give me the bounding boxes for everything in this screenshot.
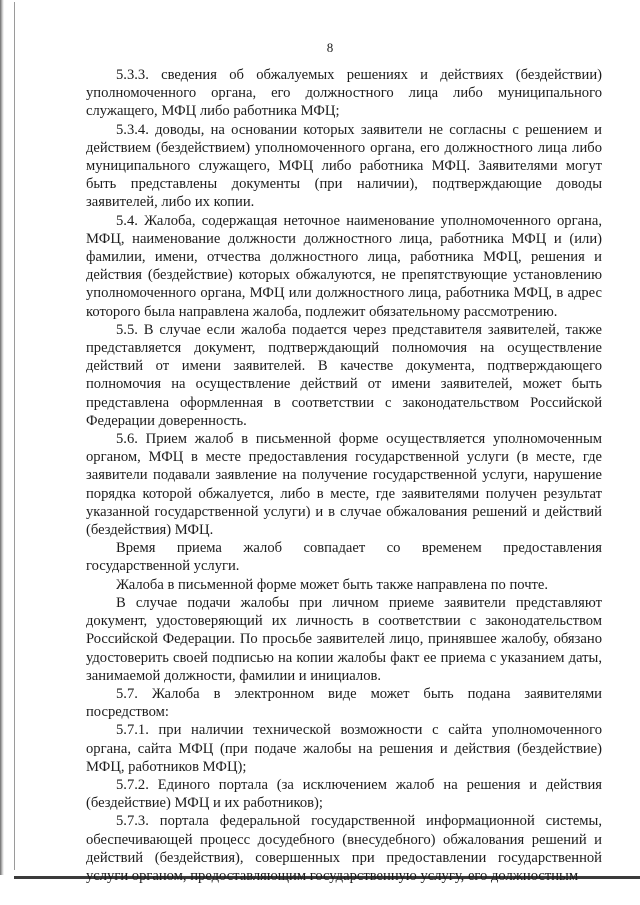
paragraph-by-mail: Жалоба в письменной форме может быть также направлена по почте.: [116, 576, 549, 593]
scan-left-edge-shadow: [0, 0, 4, 905]
paragraph-personal-reception: В случае подачи жалобы при личном приеме заявители представляют документ, удостоверяющий их личность в соответствии с законодательством Российской Федерации. По просьбе заявителей лицо, принявшее жалобу, обязано удостоверить своей подписью на копии жалобы факт ее приема с указанием даты, занимаемой должности, фамилии и инициалов.: [86, 594, 602, 684]
paragraph-5-5: 5.5. В случае если жалоба подается через представителя заявителей, также представляется документ, подтверждающий полномочия на осуществление действий от имени заявителей. В качестве документа, подтверждающего полномочия на осуществление действий от имени заявителей, может быть представлена оформленная в соответствии с законодательством Российской Федерации доверенность.: [86, 321, 602, 429]
paragraph-5-3-3: 5.3.3. сведения об обжалуемых решениях и действиях (бездействии) уполномоченного органа, его должностного лица либо муниципального служащего, МФЦ либо работника МФЦ;: [86, 67, 602, 120]
paragraph-5-7-2: 5.7.2. Единого портала (за исключением жалоб на решения и действия (бездействие) МФЦ и их работников);: [86, 776, 602, 812]
scan-left-border-line: [14, 2, 15, 870]
paragraph-5-7-3: 5.7.3. портала федеральной государственной информационной системы, обеспечивающей процесс досудебного (внесудебного) обжалования решений и действий (бездействия), совершенных при предоставлении государственной услуги органом, предоставляющим государственную услугу, его должностным: [86, 813, 602, 884]
paragraph-5-4: 5.4. Жалоба, содержащая неточное наименование уполномоченного органа, МФЦ, наименование должности должностного лица, работника МФЦ и (или) фамилии, имени, отчества должностного лица, работника МФЦ, решения и действия (бездействие) которых обжалуются, не препятствующие установлению уполномоченного органа, МФЦ или должностного лица, работника МФЦ, в адрес которого была направлена жалоба, подлежит обязательному рассмотрению.: [86, 212, 602, 320]
paragraph-5-6: 5.6. Прием жалоб в письменной форме осуществляется уполномоченным органом, МФЦ в месте предоставления государственной услуги (в месте, где заявители подавали заявление на получение государственной услуги, нарушение порядка которой обжалуется, либо в месте, где заявителями получен результат указанной государственной услуги) и в случае обжалования решений и действий (бездействия) МФЦ.: [86, 431, 602, 539]
paragraph-5-3-4: 5.3.4. доводы, на основании которых заявители не согласны с решением и действием (бездействием) уполномоченного органа, его должностного лица либо муниципального служащего, МФЦ либо работника МФЦ. Заявителями могут быть представлены документы (при наличии), подтверждающие доводы заявителей, либо их копии.: [86, 121, 602, 211]
document-body: [86, 66, 602, 885]
paragraph-5-7-1: 5.7.1. при наличии технической возможности с сайта уполномоченного органа, сайта МФЦ (при подаче жалобы на решения и действия (бездействие) МФЦ, работников МФЦ);: [86, 722, 602, 775]
paragraph-reception-time: Время приема жалоб совпадает со временем предоставления государственной услуги.: [86, 540, 602, 575]
paragraph-5-7: 5.7. Жалоба в электронном виде может быть подана заявителями посредством:: [86, 685, 602, 721]
page-number: 8: [326, 40, 334, 55]
